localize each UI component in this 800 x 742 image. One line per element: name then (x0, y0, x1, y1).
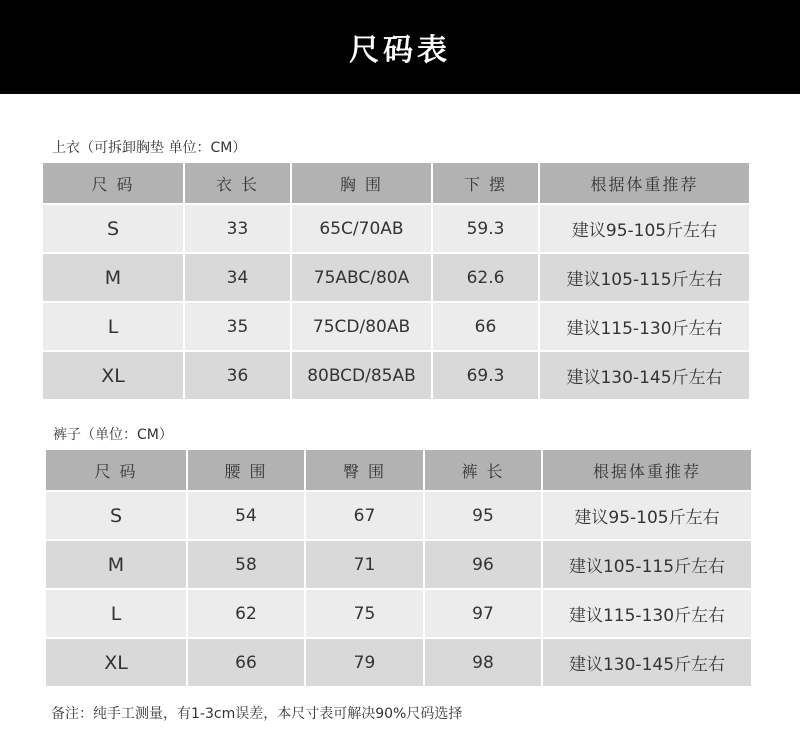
bust-cell: 65C/70AB (291, 204, 432, 253)
size-cell: L (46, 589, 187, 638)
hem-cell: 59.3 (432, 204, 539, 253)
waist-cell: 58 (187, 540, 305, 589)
pants-length-cell: 95 (424, 491, 542, 540)
table-row (46, 638, 751, 686)
header-weight-recommendation: 根据体重推荐 (539, 163, 749, 204)
bottom-size-table (46, 450, 751, 686)
length-cell: 35 (184, 302, 291, 351)
bust-cell: 80BCD/85AB (291, 351, 432, 399)
length-cell: 33 (184, 204, 291, 253)
header-waist: 腰 围 (187, 450, 305, 491)
recommendation-cell: 建议130-145斤左右 (542, 638, 751, 686)
bottom-table-caption: 裤子（单位：CM） (53, 427, 173, 443)
waist-cell: 54 (187, 491, 305, 540)
size-cell: L (43, 302, 184, 351)
recommendation-cell: 建议95-105斤左右 (539, 204, 749, 253)
hem-cell: 62.6 (432, 253, 539, 302)
waist-cell: 62 (187, 589, 305, 638)
page-title: 尺码表 (349, 33, 451, 68)
hip-cell: 71 (305, 540, 424, 589)
measurement-note: 备注：纯手工测量，有1-3cm误差，本尺寸表可解决90%尺码选择 (51, 706, 463, 722)
recommendation-cell: 建议115-130斤左右 (542, 589, 751, 638)
hem-cell: 69.3 (432, 351, 539, 399)
table-row (43, 204, 749, 253)
top-size-table (43, 163, 749, 399)
bust-cell: 75CD/80AB (291, 302, 432, 351)
table-row (43, 302, 749, 351)
header-size: 尺 码 (46, 450, 187, 491)
table-header-row (43, 163, 749, 204)
recommendation-cell: 建议130-145斤左右 (539, 351, 749, 399)
header-hem: 下 摆 (432, 163, 539, 204)
recommendation-cell: 建议95-105斤左右 (542, 491, 751, 540)
hem-cell: 66 (432, 302, 539, 351)
size-cell: M (43, 253, 184, 302)
table-header-row (46, 450, 751, 491)
header-weight-recommendation: 根据体重推荐 (542, 450, 751, 491)
title-banner (0, 0, 800, 94)
header-size: 尺 码 (43, 163, 184, 204)
pants-length-cell: 98 (424, 638, 542, 686)
hip-cell: 67 (305, 491, 424, 540)
size-cell: XL (46, 638, 187, 686)
table-row (46, 491, 751, 540)
size-cell: S (43, 204, 184, 253)
size-cell: XL (43, 351, 184, 399)
header-length: 衣 长 (184, 163, 291, 204)
hip-cell: 75 (305, 589, 424, 638)
pants-length-cell: 96 (424, 540, 542, 589)
bust-cell: 75ABC/80A (291, 253, 432, 302)
table-row (43, 351, 749, 399)
waist-cell: 66 (187, 638, 305, 686)
recommendation-cell: 建议105-115斤左右 (539, 253, 749, 302)
length-cell: 34 (184, 253, 291, 302)
size-cell: M (46, 540, 187, 589)
header-bust: 胸 围 (291, 163, 432, 204)
recommendation-cell: 建议105-115斤左右 (542, 540, 751, 589)
top-table-caption: 上衣（可拆卸胸垫 单位：CM） (52, 140, 247, 156)
header-pants-length: 裤 长 (424, 450, 542, 491)
pants-length-cell: 97 (424, 589, 542, 638)
hip-cell: 79 (305, 638, 424, 686)
table-row (43, 253, 749, 302)
table-row (46, 540, 751, 589)
length-cell: 36 (184, 351, 291, 399)
table-row (46, 589, 751, 638)
recommendation-cell: 建议115-130斤左右 (539, 302, 749, 351)
size-cell: S (46, 491, 187, 540)
header-hip: 臀 围 (305, 450, 424, 491)
